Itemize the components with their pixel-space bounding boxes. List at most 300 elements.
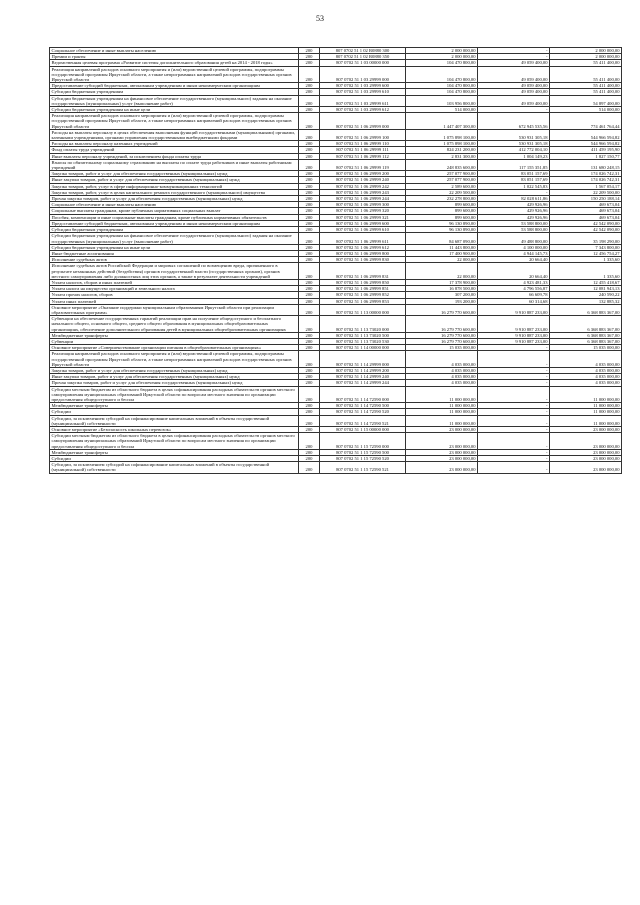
row-remaining-cell: 11 000 000,00 [550,403,622,409]
row-name-cell: Ведомственная целевая программа «Развитие системы дополнительного образования детей на 2014 - 2018 годы» [50,60,299,66]
row-approved-cell: 22 209 500,00 [406,189,478,195]
row-kbk-cell: 807 0702 51 1 14 29999 244 [320,380,406,386]
row-code-cell: 200 [299,214,320,220]
row-executed-cell: 530 931 305,18 [478,141,550,147]
row-approved-cell: 824 231 200,00 [406,147,478,153]
row-kbk-cell: 807 0702 51 1 06 29999 242 [320,183,406,189]
row-code-cell: 200 [299,332,320,338]
row-code-cell: 200 [299,449,320,455]
row-approved-cell: 16 878 500,00 [406,286,478,292]
row-kbk-cell: 807 0702 51 1 06 29999 851 [320,286,406,292]
row-executed-cell: 49 059 400,00 [478,89,550,95]
row-name-cell: Иные выплаты персоналу учреждений, за исключением фонда оплаты труда [50,153,299,159]
row-remaining-cell: 6 368 883 367,00 [550,316,622,333]
row-code-cell: 200 [299,220,320,226]
row-remaining-cell: 23 000 000,00 [550,433,622,450]
row-remaining-cell: 11 000 000,00 [550,415,622,426]
row-code-cell: 200 [299,415,320,426]
row-kbk-cell: 807 0702 51 1 06 29999 110 [320,141,406,147]
row-approved-cell: 248 835 600,00 [406,159,478,170]
row-remaining-cell: 544 966 594,82 [550,129,622,140]
row-executed-cell: - [478,427,550,433]
row-code-cell: 200 [299,183,320,189]
row-executed-cell: - [478,351,550,368]
row-approved-cell: 257 077 900,00 [406,171,478,177]
row-remaining-cell: 23 000 000,00 [550,462,622,473]
table-row [50,214,622,220]
row-code-cell: 200 [299,338,320,344]
row-approved-cell: 307 200,00 [406,292,478,298]
row-code-cell: 200 [299,380,320,386]
row-approved-cell: 22 000,00 [406,257,478,263]
row-remaining-cell: 7 343 800,00 [550,244,622,250]
row-name-cell: Расходы на выплаты персоналу казенных учреждений [50,141,299,147]
row-approved-cell: 23 000 000,00 [406,456,478,462]
row-remaining-cell: 411 459 195,90 [550,147,622,153]
row-remaining-cell: 131 680 248,15 [550,159,622,170]
row-kbk-cell: 807 0702 51 1 06 29999 111 [320,147,406,153]
table-row [50,415,622,426]
row-kbk-cell: 807 0702 51 1 06 29999 611 [320,233,406,244]
row-code-cell: 200 [299,456,320,462]
row-remaining-cell: 6 368 883 367,00 [550,304,622,315]
row-code-cell: 200 [299,60,320,66]
row-kbk-cell: 807 0702 51 1 14 29999 200 [320,367,406,373]
table-row [50,141,622,147]
row-name-cell: Предоставление субсидий бюджетным, автономным учреждениям и иным некоммерческим организациям [50,83,299,89]
table-row [50,304,622,315]
row-approved-cell: 2 589 600,00 [406,183,478,189]
row-approved-cell: 257 077 900,00 [406,177,478,183]
row-name-cell: Межбюджетные трансферты [50,449,299,455]
row-name-cell: Взносы по обязательному социальному страхованию на выплаты по оплате труда работников и иные выплаты работникам учреждений [50,159,299,170]
row-kbk-cell: 807 0702 51 1 14 29999 240 [320,374,406,380]
row-remaining-cell: 1 567 054,17 [550,183,622,189]
row-executed-cell: 60 314,68 [478,298,550,304]
row-executed-cell: 83 051 157,69 [478,171,550,177]
row-kbk-cell: 807 0702 51 1 13 00000 000 [320,304,406,315]
row-executed-cell: 9 910 887 233,00 [478,304,550,315]
table-row [50,153,622,159]
row-name-cell: Субвенции на обеспечение государственных гарантий реализации прав на получение общедоступного и бесплатного начального общего, основного общего, среднего общего образования в муниципальных общеобразовательных организациях, обеспечение дополнительного образования детей в муниципальных общеобразовательных организациях [50,316,299,333]
row-name-cell: Закупка товаров, работ и услуг для обеспечения государственных (муниципальных) нужд [50,367,299,373]
table-row [50,171,622,177]
row-approved-cell: 96 130 890,00 [406,227,478,233]
row-remaining-cell: 54 897 400,00 [550,95,622,106]
row-approved-cell: 16 279 770 600,00 [406,332,478,338]
row-kbk-cell: 807 0702 51 1 06 29999 320 [320,208,406,214]
row-executed-cell: 4 923 481,33 [478,279,550,285]
table-row [50,286,622,292]
row-code-cell: 200 [299,227,320,233]
row-approved-cell: 1 075 898 100,00 [406,129,478,140]
row-code-cell: 200 [299,159,320,170]
table-body [50,48,622,474]
row-remaining-cell: 174 026 742,31 [550,171,622,177]
row-remaining-cell: 544 966 594,82 [550,141,622,147]
row-executed-cell: 53 588 800,00 [478,227,550,233]
row-remaining-cell: 15 035 000,00 [550,345,622,351]
budget-execution-table [49,47,622,474]
row-executed-cell: 49 059 400,00 [478,95,550,106]
row-remaining-cell: 2 000 000,00 [550,54,622,60]
row-kbk-cell: 807 0702 51 1 06 29999 612 [320,244,406,250]
row-code-cell: 200 [299,462,320,473]
row-approved-cell: 103 956 800,00 [406,95,478,106]
row-name-cell: Основное мероприятие «Оказание поддержки муниципальным образованиям Иркутской области при реализации образовательных программ» [50,304,299,315]
row-remaining-cell: 514 000,00 [550,107,622,113]
row-approved-cell: 104 470 800,00 [406,83,478,89]
row-code-cell: 200 [299,107,320,113]
row-kbk-cell: 807 0702 51 1 14 00000 000 [320,345,406,351]
row-name-cell: Субсидии бюджетным учреждениям на финансовое обеспечение государственного (муниципального) задания на оказание государственных (муниципальных) услуг (выполнение работ) [50,233,299,244]
row-approved-cell: 2 000 000,00 [406,54,478,60]
row-kbk-cell: 807 0702 51 1 06 29999 610 [320,227,406,233]
row-remaining-cell: 12 455 418,67 [550,279,622,285]
table-row [50,244,622,250]
row-executed-cell: 4 944 145,73 [478,250,550,256]
row-approved-cell: 16 279 770 600,00 [406,316,478,333]
row-approved-cell: 11 000 000,00 [406,415,478,426]
row-approved-cell: 23 000 000,00 [406,427,478,433]
table-row [50,433,622,450]
row-approved-cell: 16 279 770 600,00 [406,304,478,315]
row-code-cell: 200 [299,316,320,333]
row-code-cell: 200 [299,129,320,140]
row-code-cell: 200 [299,54,320,60]
row-code-cell: 200 [299,177,320,183]
row-remaining-cell: 132 885,32 [550,298,622,304]
row-executed-cell: 82 028 611,86 [478,196,550,202]
row-name-cell: Предоставление субсидий бюджетным, автономным учреждениям и иным некоммерческим организациям [50,220,299,226]
row-remaining-cell: 2 000 000,00 [550,48,622,54]
page-number: 53 [316,14,324,23]
row-code-cell: 200 [299,233,320,244]
row-code-cell: 200 [299,304,320,315]
table-row [50,351,622,368]
row-name-cell: Уплата прочих налогов, сборов [50,292,299,298]
table-row [50,66,622,83]
row-remaining-cell: 1 335,60 [550,257,622,263]
row-name-cell: Закупка товаров, работ, услуг в целях капитального ремонта государственного (муниципального) имущества [50,189,299,195]
row-executed-cell: - [478,415,550,426]
row-approved-cell: 11 443 800,00 [406,244,478,250]
row-approved-cell: 23 000 000,00 [406,462,478,473]
row-name-cell: Иные закупки товаров, работ и услуг для обеспечения государственных (муниципальных) нужд [50,374,299,380]
row-remaining-cell: 1 827 150,77 [550,153,622,159]
row-approved-cell: 11 000 000,00 [406,409,478,415]
row-kbk-cell: 807 0702 51 1 03 29999 600 [320,83,406,89]
row-code-cell: 200 [299,367,320,373]
row-remaining-cell: 55 411 400,00 [550,66,622,83]
row-name-cell: Исполнение судебных актов [50,257,299,263]
table-row [50,220,622,226]
row-executed-cell: 4 100 000,00 [478,244,550,250]
row-code-cell: 200 [299,257,320,263]
table-row [50,208,622,214]
row-kbk-cell: 807 0702 51 1 06 29999 240 [320,177,406,183]
row-approved-cell: 17 378 900,00 [406,279,478,285]
row-executed-cell: - [478,107,550,113]
row-name-cell: Иные закупки товаров, работ и услуг для обеспечения государственных (муниципальных) нужд [50,177,299,183]
row-remaining-cell: 42 542 090,00 [550,227,622,233]
row-code-cell: 200 [299,83,320,89]
row-code-cell: 200 [299,386,320,403]
row-executed-cell: 429 926,96 [478,214,550,220]
row-approved-cell: 2 000 000,00 [406,48,478,54]
row-name-cell: Субсидии [50,456,299,462]
table-row [50,196,622,202]
row-kbk-cell: 807 0702 51 1 14 72590 500 [320,403,406,409]
row-code-cell: 200 [299,95,320,106]
row-name-cell: Субвенции [50,338,299,344]
row-name-cell: Реализация направлений расходов основного мероприятия и (или) ведомственной целевой программы, подпрограммы государственной программы Иркутской области, а также непрограммных направлений расходов государственных органов Иркутской области [50,113,299,130]
row-approved-cell: 11 000 000,00 [406,403,478,409]
row-approved-cell: 104 470 800,00 [406,60,478,66]
row-executed-cell: - [478,54,550,60]
row-remaining-cell: 55 411 400,00 [550,60,622,66]
row-remaining-cell: 11 000 000,00 [550,386,622,403]
row-remaining-cell: 11 000 000,00 [550,409,622,415]
row-code-cell: 200 [299,89,320,95]
row-name-cell: Основное мероприятие «Совершенствование организации питания в общеобразовательных организациях» [50,345,299,351]
row-name-cell: Уплата налога на имущество организаций и земельного налога [50,286,299,292]
row-remaining-cell: 174 026 742,31 [550,177,622,183]
row-kbk-cell: 807 0702 51 1 03 29999 610 [320,89,406,95]
row-executed-cell: 1 004 149,23 [478,153,550,159]
table-row [50,95,622,106]
row-name-cell: Межбюджетные трансферты [50,403,299,409]
row-name-cell: Закупка товаров, работ, услуг в сфере информационно-коммуникационных технологий [50,183,299,189]
row-code-cell: 200 [299,433,320,450]
row-kbk-cell: 807 0702 51 1 13 73020 500 [320,332,406,338]
table-row [50,202,622,208]
row-kbk-cell: 807 0702 51 1 03 29999 612 [320,107,406,113]
row-executed-cell: - [478,48,550,54]
row-kbk-cell: 807 0702 51 1 14 29999 000 [320,351,406,368]
row-code-cell: 200 [299,427,320,433]
row-executed-cell: 1 022 545,83 [478,183,550,189]
row-executed-cell: 117 155 351,85 [478,159,550,170]
row-kbk-cell: 807 0702 51 1 06 29999 321 [320,214,406,220]
row-executed-cell: 412 772 004,10 [478,147,550,153]
row-code-cell: 200 [299,374,320,380]
row-approved-cell: 1 075 898 100,00 [406,141,478,147]
row-executed-cell: - [478,386,550,403]
row-kbk-cell: 807 0702 51 1 06 29999 831 [320,263,406,280]
table-row [50,177,622,183]
row-code-cell: 200 [299,147,320,153]
row-name-cell: Закупка товаров, работ и услуг для обеспечения государственных (муниципальных) нужд [50,171,299,177]
row-remaining-cell: 4 035 000,00 [550,374,622,380]
row-name-cell: Субсидии бюджетным учреждениям [50,227,299,233]
row-kbk-cell: 807 0702 51 1 06 29999 300 [320,202,406,208]
row-kbk-cell: 807 0702 51 1 06 29999 243 [320,189,406,195]
row-approved-cell: 899 600,00 [406,214,478,220]
row-approved-cell: 15 035 000,00 [406,345,478,351]
row-code-cell: 200 [299,250,320,256]
row-remaining-cell: 1 335,60 [550,263,622,280]
row-kbk-cell: 807 0702 51 1 03 29999 611 [320,95,406,106]
row-approved-cell: 96 130 890,00 [406,220,478,226]
row-approved-cell: 4 035 000,00 [406,351,478,368]
row-remaining-cell: 23 000 000,00 [550,427,622,433]
row-name-cell: Субсидии бюджетным учреждениям на иные цели [50,107,299,113]
row-executed-cell: 49 488 800,00 [478,233,550,244]
row-kbk-cell: 807 0702 51 1 02 R0880 350 [320,54,406,60]
row-code-cell: 200 [299,244,320,250]
row-code-cell: 200 [299,189,320,195]
row-remaining-cell: 55 411 400,00 [550,83,622,89]
row-code-cell: 200 [299,66,320,83]
row-kbk-cell: 807 0702 51 1 06 29999 800 [320,250,406,256]
row-kbk-cell: 807 0702 51 1 03 29999 000 [320,66,406,83]
row-name-cell: Пособия, компенсации и иные социальные выплаты гражданам, кроме публичных нормативных обязательств [50,214,299,220]
table-row [50,183,622,189]
row-remaining-cell: 774 461 764,44 [550,113,622,130]
row-remaining-cell: 469 673,04 [550,208,622,214]
row-executed-cell: 49 059 400,00 [478,60,550,66]
table-row [50,113,622,130]
row-kbk-cell: 807 0702 51 1 06 29999 600 [320,220,406,226]
row-code-cell: 200 [299,263,320,280]
row-name-cell: Прочая закупка товаров, работ и услуг для обеспечения государственных (муниципальных) нужд [50,196,299,202]
row-kbk-cell: 807 0702 51 1 14 72590 521 [320,415,406,426]
row-approved-cell: 17 400 900,00 [406,250,478,256]
row-executed-cell: - [478,189,550,195]
row-approved-cell: 23 000 000,00 [406,449,478,455]
row-executed-cell: - [478,433,550,450]
table-row [50,129,622,140]
row-executed-cell: - [478,367,550,373]
row-name-cell: Уплата иных платежей [50,298,299,304]
row-remaining-cell: 42 542 090,00 [550,220,622,226]
row-kbk-cell: 807 0702 51 1 15 72590 500 [320,449,406,455]
row-name-cell: Социальное обеспечение и иные выплаты населению [50,48,299,54]
table-row [50,159,622,170]
table-row [50,60,622,66]
row-name-cell: Социальное обеспечение и иные выплаты населению [50,202,299,208]
row-approved-cell: 1 447 407 300,00 [406,113,478,130]
row-executed-cell: - [478,409,550,415]
row-executed-cell: 4 796 556,87 [478,286,550,292]
row-code-cell: 200 [299,171,320,177]
row-kbk-cell: 807 0702 51 1 02 R0880 300 [320,48,406,54]
table-row [50,462,622,473]
row-name-cell: Социальные выплаты гражданам, кроме публичных нормативных социальных выплат [50,208,299,214]
row-name-cell: Премии и гранты [50,54,299,60]
row-executed-cell: 530 931 305,18 [478,129,550,140]
row-kbk-cell: 807 0702 51 1 06 29999 852 [320,292,406,298]
row-code-cell: 200 [299,409,320,415]
row-approved-cell: 4 035 000,00 [406,380,478,386]
row-approved-cell: 4 035 000,00 [406,367,478,373]
row-approved-cell: 193 200,00 [406,298,478,304]
row-name-cell: Субсидии бюджетным учреждениям [50,89,299,95]
row-approved-cell: 232 278 800,00 [406,196,478,202]
row-name-cell: Фонд оплаты труда учреждений [50,147,299,153]
row-kbk-cell: 807 0702 51 1 06 29999 830 [320,257,406,263]
row-name-cell: Реализация направлений расходов основного мероприятия и (или) ведомственной целевой программы, подпрограммы государственной программы Иркутской области, а также непрограммных направлений расходов государственных органов Иркутской области [50,351,299,368]
row-executed-cell: 9 910 887 233,00 [478,332,550,338]
row-executed-cell: 429 926,96 [478,202,550,208]
row-name-cell: Субсидии бюджетным учреждениям на иные цели [50,244,299,250]
row-remaining-cell: 23 000 000,00 [550,456,622,462]
row-name-cell: Уплата налогов, сборов и иных платежей [50,279,299,285]
row-name-cell: Реализация направлений расходов основного мероприятия и (или) ведомственной целевой программы, подпрограммы государственной программы Иркутской области, а также непрограммных направлений расходов государственных органов Иркутской области [50,66,299,83]
row-code-cell: 200 [299,298,320,304]
table-row [50,316,622,333]
row-name-cell: Исполнение судебных актов Российской Федерации и мировых соглашений по возмещению вреда, причиненного в результате незаконных действий (бездействия) органов государственной власти (государственных органов), органов местного самоуправления либо должностных лиц этих органов, а также в результате деятельности учреждений [50,263,299,280]
row-executed-cell: 9 910 887 233,00 [478,338,550,344]
row-executed-cell: 672 945 535,56 [478,113,550,130]
row-kbk-cell: 807 0702 51 1 13 73020 000 [320,316,406,333]
row-executed-cell: 429 926,96 [478,208,550,214]
row-code-cell: 200 [299,403,320,409]
row-name-cell: Расходы на выплаты персоналу в целях обеспечения выполнения функций государственными (муниципальными) органами, казенными учреждениями, органами управления государственными внебюджетными фондами [50,129,299,140]
table-row [50,233,622,244]
row-name-cell: Основное мероприятие «Безопасность школьных перевозок» [50,427,299,433]
row-executed-cell: 20 664,40 [478,263,550,280]
row-approved-cell: 104 470 800,00 [406,89,478,95]
row-code-cell: 200 [299,153,320,159]
row-code-cell: 200 [299,345,320,351]
row-name-cell: Субсидии, за исключением субсидий на софинансирование капитальных вложений в объекты государственной (муниципальной) собственности [50,462,299,473]
row-name-cell: Субсидии местным бюджетам из областного бюджета в целях софинансирования расходных обязательств органов местного самоуправления муниципальных образований Иркутской области по вопросам местного значения по организации предоставления общедоступного и беспла [50,433,299,450]
row-remaining-cell: 4 035 000,00 [550,351,622,368]
row-remaining-cell: 240 590,22 [550,292,622,298]
table-row [50,263,622,280]
row-name-cell: Субсидии бюджетным учреждениям на финансовое обеспечение государственного (муниципального) задания на оказание государственных (муниципальных) услуг (выполнение работ) [50,95,299,106]
row-code-cell: 200 [299,286,320,292]
row-code-cell: 200 [299,113,320,130]
row-remaining-cell: 55 411 400,00 [550,89,622,95]
row-approved-cell: 4 035 000,00 [406,374,478,380]
row-code-cell: 200 [299,141,320,147]
row-code-cell: 200 [299,351,320,368]
row-executed-cell: - [478,374,550,380]
row-kbk-cell: 807 0702 51 1 15 72590 000 [320,433,406,450]
row-remaining-cell: 12 081 943,13 [550,286,622,292]
row-code-cell: 200 [299,208,320,214]
row-code-cell: 200 [299,292,320,298]
row-executed-cell: 9 910 887 233,00 [478,316,550,333]
row-remaining-cell: 150 250 188,14 [550,196,622,202]
row-code-cell: 200 [299,196,320,202]
row-executed-cell: 83 051 157,69 [478,177,550,183]
row-kbk-cell: 807 0702 51 1 03 00000 000 [320,60,406,66]
row-remaining-cell: 35 198 290,00 [550,233,622,244]
row-kbk-cell: 807 0702 51 1 06 29999 853 [320,298,406,304]
row-kbk-cell: 807 0702 51 1 06 29999 100 [320,129,406,140]
row-approved-cell: 16 279 770 600,00 [406,338,478,344]
row-code-cell: 200 [299,202,320,208]
row-kbk-cell: 807 0702 51 1 15 00000 000 [320,427,406,433]
row-kbk-cell: 807 0702 51 1 06 29999 244 [320,196,406,202]
row-executed-cell: 20 664,40 [478,257,550,263]
table-row [50,386,622,403]
row-approved-cell: 899 600,00 [406,202,478,208]
row-executed-cell: - [478,345,550,351]
row-approved-cell: 84 687 090,00 [406,233,478,244]
row-kbk-cell: 807 0702 51 1 14 72590 000 [320,386,406,403]
row-kbk-cell: 807 0702 51 1 15 72590 520 [320,456,406,462]
row-kbk-cell: 807 0702 51 1 06 29999 112 [320,153,406,159]
row-remaining-cell: 6 368 883 367,00 [550,338,622,344]
row-name-cell: Прочая закупка товаров, работ и услуг для обеспечения государственных (муниципальных) нужд [50,380,299,386]
row-executed-cell: - [478,462,550,473]
row-remaining-cell: 23 000 000,00 [550,449,622,455]
